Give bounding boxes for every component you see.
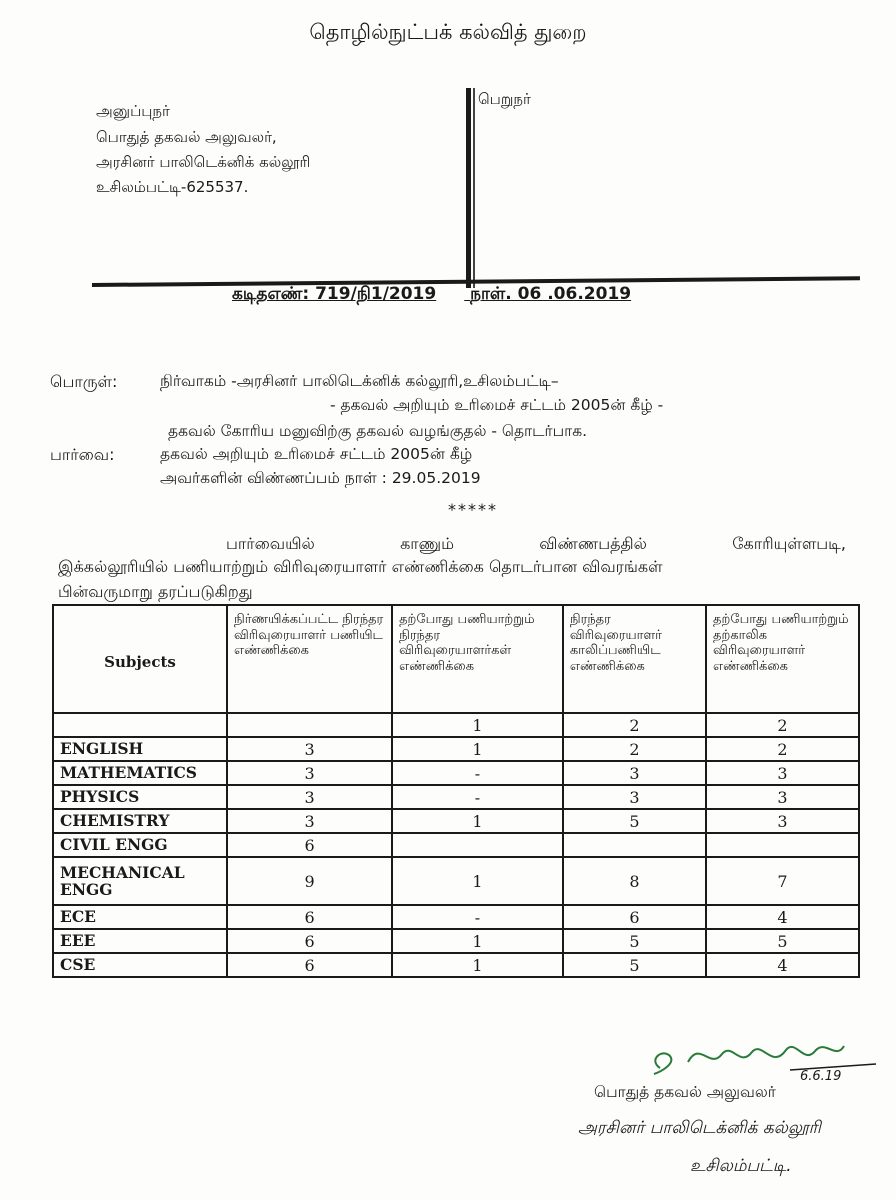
cell-value: 4: [706, 953, 859, 977]
table-row: [53, 905, 859, 929]
handwritten-line: உசிலம்பட்டி.: [690, 1156, 792, 1176]
cell-value: -: [392, 905, 563, 929]
divider-vertical: [473, 88, 475, 288]
table-row: [53, 953, 859, 977]
body-line: பின்வருமாறு தரப்படுகிறது: [58, 582, 253, 601]
cell-value: 5: [563, 953, 706, 977]
sender-label: அனுப்புநர்: [96, 102, 170, 120]
cell-value: -: [392, 761, 563, 785]
cell-value: 3: [227, 761, 392, 785]
cell-value: 1: [392, 809, 563, 833]
table-row: [53, 761, 859, 785]
cell-value: [227, 713, 392, 737]
cell-value: 3: [706, 785, 859, 809]
cell-value: 5: [563, 929, 706, 953]
cell-subject: [53, 713, 227, 737]
svg-text:6.6.19: 6.6.19: [800, 1069, 842, 1082]
cell-subject: MECHANICAL ENGG: [53, 857, 227, 905]
table-row: [53, 833, 859, 857]
table-row: [53, 737, 859, 761]
sender-line: அரசினர் பாலிடெக்னிக் கல்லூரி: [96, 153, 311, 171]
staff-table: [52, 604, 860, 978]
cell-value: 3: [227, 785, 392, 809]
table-row: [53, 785, 859, 809]
reference-text: தகவல் அறியும் உரிமைச் சட்டம் 2005ன் கீழ்: [160, 445, 473, 463]
header-permanent-working: தற்போது பணியாற்றும் நிரந்தர விரிவுரையாளர்கள் எண்ணிக்கை: [392, 605, 563, 713]
table-row: [53, 713, 859, 737]
cell-value: 6: [227, 833, 392, 857]
department-title: தொழில்நுட்பக் கல்வித் துறை: [309, 20, 587, 44]
table-row: [53, 929, 859, 953]
header-temporary-working: தற்போது பணியாற்றும் தற்காலிக விரிவுரையாளர் எண்ணிக்கை: [706, 605, 859, 713]
body-word: பார்வையில்: [226, 534, 315, 553]
cell-value: 1: [392, 929, 563, 953]
subject-line: - தகவல் அறியும் உரிமைச் சட்டம் 2005ன் கீழ் -: [330, 396, 664, 414]
sender-line: பொதுத் தகவல் அலுவலர்,: [96, 128, 277, 146]
cell-value: 6: [227, 953, 392, 977]
cell-value: [392, 833, 563, 857]
reference-text: அவர்களின் விண்ணப்பம் நாள் : 29.05.2019: [160, 469, 481, 487]
separator: *****: [448, 500, 498, 519]
cell-value: 1: [392, 953, 563, 977]
cell-value: 6: [227, 929, 392, 953]
cell-value: 2: [706, 713, 859, 737]
body-word: விண்ணபத்தில்: [539, 534, 647, 553]
cell-value: 3: [706, 809, 859, 833]
cell-subject: MATHEMATICS: [53, 761, 227, 785]
cell-value: 9: [227, 857, 392, 905]
body-word: காணும்: [400, 534, 454, 553]
table-row: [53, 809, 859, 833]
handwritten-line: அரசினர் பாலிடெக்னிக் கல்லூரி: [578, 1118, 821, 1138]
cell-value: 7: [706, 857, 859, 905]
cell-subject: EEE: [53, 929, 227, 953]
subject-line: நிர்வாகம் -அரசினர் பாலிடெக்னிக் கல்லூரி,உசிலம்பட்டி–: [160, 372, 559, 390]
cell-value: 5: [563, 809, 706, 833]
subject-line: தகவல் கோரிய மனுவிற்கு தகவல் வழங்குதல் - தொடர்பாக.: [168, 422, 588, 440]
cell-value: 6: [227, 905, 392, 929]
letter-number: கடிதஎண்: 719/நி1/2019: [232, 284, 437, 304]
recipient-label: பெறுநர்: [478, 90, 531, 108]
header-vacancies: நிரந்தர விரிவுரையாளர் காலிப்பணியிட எண்ணிக்கை: [563, 605, 706, 713]
cell-subject: ENGLISH: [53, 737, 227, 761]
sender-line: உசிலம்பட்டி-625537.: [96, 178, 249, 196]
subject-label: பொருள்:: [50, 372, 118, 391]
cell-subject: CSE: [53, 953, 227, 977]
table-row: [53, 857, 859, 905]
signature-title: பொதுத் தகவல் அலுவலர்: [594, 1083, 776, 1101]
body-word: கோரியுள்ளபடி,: [732, 534, 846, 553]
cell-value: 5: [706, 929, 859, 953]
cell-value: 3: [563, 761, 706, 785]
cell-value: 4: [706, 905, 859, 929]
cell-value: 3: [227, 737, 392, 761]
cell-subject: PHYSICS: [53, 785, 227, 809]
cell-subject: CIVIL ENGG: [53, 833, 227, 857]
reference-line: [232, 284, 659, 306]
cell-value: 2: [563, 737, 706, 761]
header-subjects: Subjects: [53, 605, 227, 713]
cell-value: -: [392, 785, 563, 809]
divider-vertical: [466, 88, 471, 288]
cell-value: 1: [392, 713, 563, 737]
cell-value: 6: [563, 905, 706, 929]
cell-value: 3: [227, 809, 392, 833]
body-line: இக்கல்லூரியில் பணியாற்றும் விரிவுரையாளர் எண்ணிக்கை தொடர்பான விவரங்கள்: [58, 557, 663, 576]
cell-value: 3: [563, 785, 706, 809]
cell-value: 1: [392, 737, 563, 761]
cell-subject: ECE: [53, 905, 227, 929]
reference-label: பார்வை:: [50, 445, 115, 464]
cell-value: [563, 833, 706, 857]
cell-value: 3: [706, 761, 859, 785]
cell-value: 8: [563, 857, 706, 905]
cell-subject: CHEMISTRY: [53, 809, 227, 833]
signature-image: [640, 1030, 880, 1082]
body-line: [226, 534, 846, 555]
cell-value: [706, 833, 859, 857]
letter-date: நாள். 06 .06.2019: [470, 284, 632, 304]
cell-value: 2: [563, 713, 706, 737]
cell-value: 2: [706, 737, 859, 761]
header-sanctioned: நிர்ணயிக்கப்பட்ட நிரந்தர விரிவுரையாளர் பணியிட எண்ணிக்கை: [227, 605, 392, 713]
cell-value: 1: [392, 857, 563, 905]
table-header-row: [53, 605, 859, 713]
